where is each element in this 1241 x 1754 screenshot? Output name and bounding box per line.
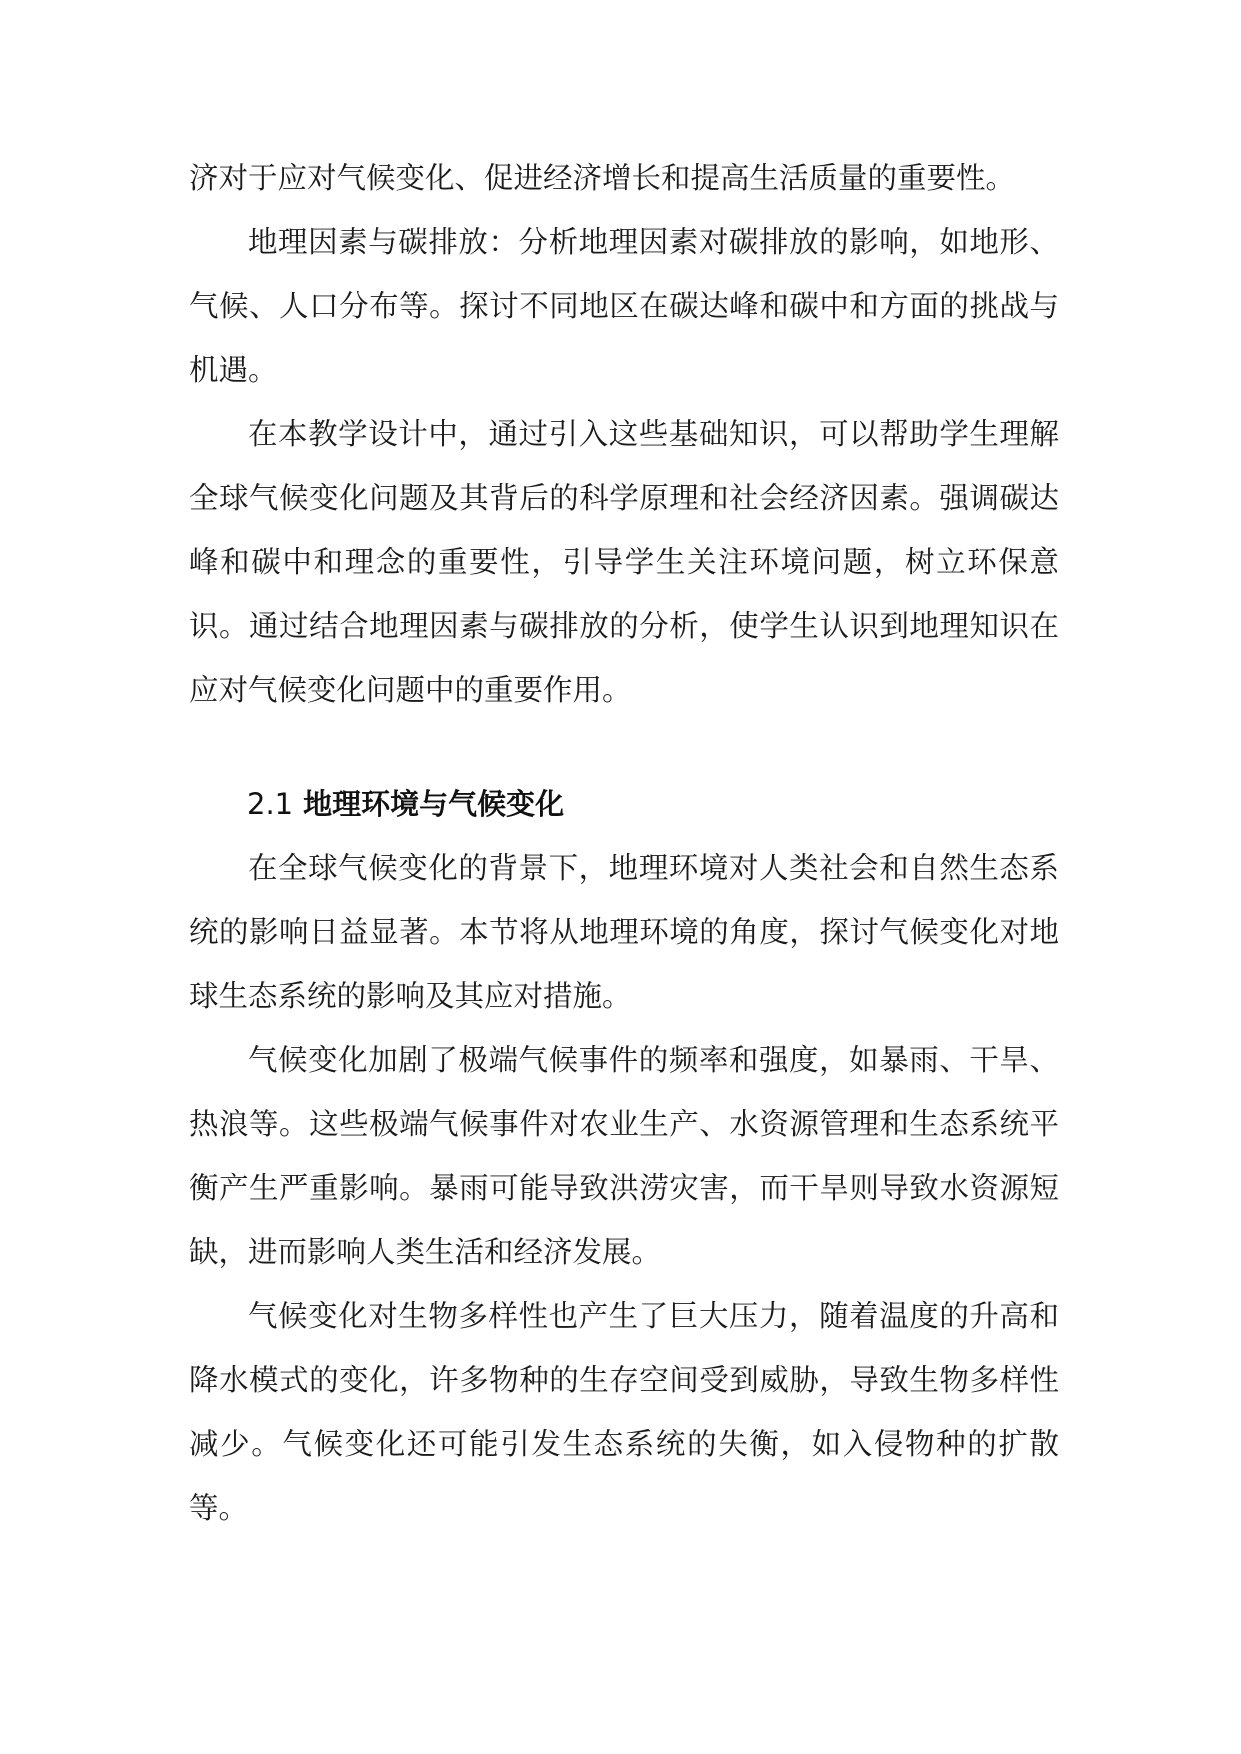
document-body (189, 146, 1059, 1540)
paragraph-geo-factors: 地理因素与碳排放：分析地理因素对碳排放的影响，如地形、气候、人口分布等。探讨不同地区在碳达峰和碳中和方面的挑战与机遇。 (189, 225, 1059, 387)
paragraph-background: 在全球气候变化的背景下，地理环境对人类社会和自然生态系统的影响日益显著。本节将从地理环境的角度，探讨气候变化对地球生态系统的影响及其应对措施。 (189, 851, 1059, 1013)
paragraph-teaching-design: 在本教学设计中，通过引入这些基础知识，可以帮助学生理解全球气候变化问题及其背后的科学原理和社会经济因素。强调碳达峰和碳中和理念的重要性，引导学生关注环境问题，树立环保意识。通过结合地理因素与碳排放的分析，使学生认识到地理知识在应对气候变化问题中的重要作用。 (189, 417, 1059, 707)
paragraph-extreme-weather: 气候变化加剧了极端气候事件的频率和强度，如暴雨、干旱、热浪等。这些极端气候事件对农业生产、水资源管理和生态系统平衡产生严重影响。暴雨可能导致洪涝灾害，而干旱则导致水资源短缺，进而影响人类生活和经济发展。 (189, 1043, 1059, 1269)
paragraph-biodiversity: 气候变化对生物多样性也产生了巨大压力，随着温度的升高和降水模式的变化，许多物种的生存空间受到威胁，导致生物多样性减少。气候变化还可能引发生态系统的失衡，如入侵物种的扩散等。 (189, 1299, 1059, 1525)
section-heading (189, 772, 1059, 836)
paragraph-continuation: 济对于应对气候变化、促进经济增长和提高生活质量的重要性。 (189, 161, 1016, 195)
section-title: 地理环境与气候变化 (303, 787, 565, 821)
section-number: 2.1 (247, 787, 294, 821)
